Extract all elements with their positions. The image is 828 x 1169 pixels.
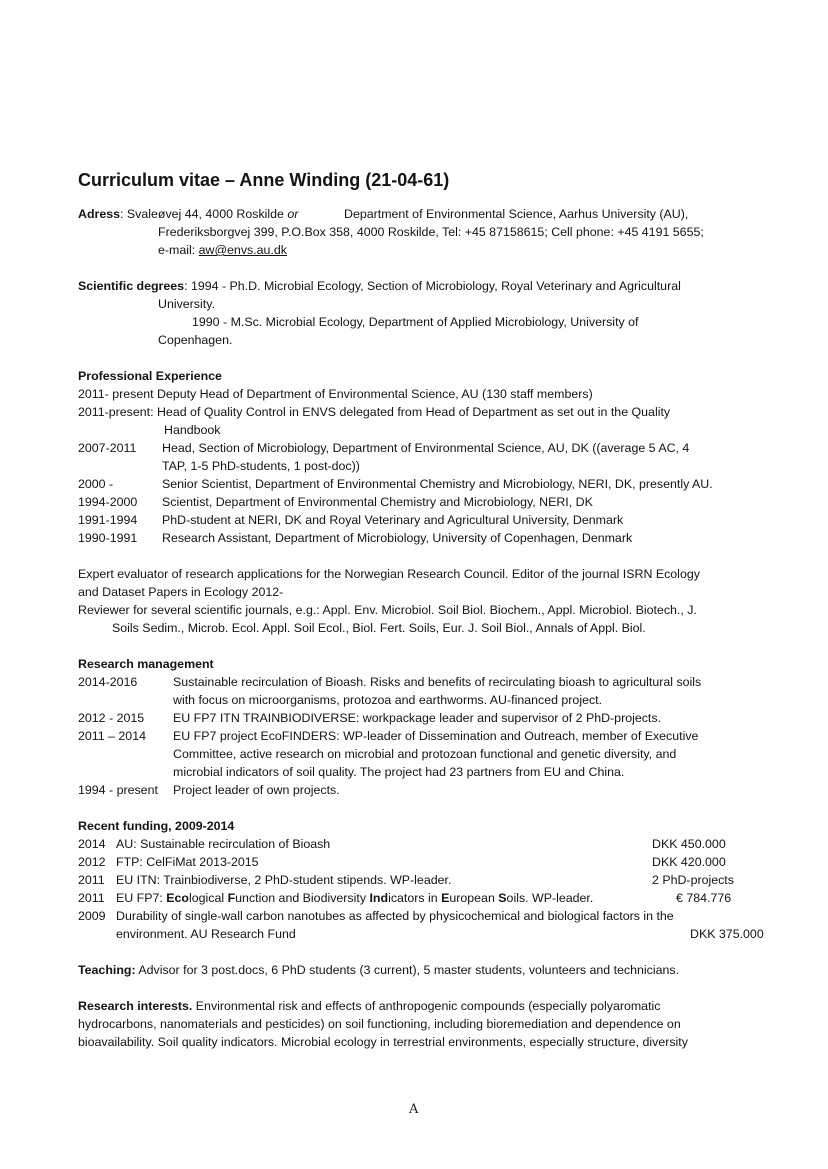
professional-item-cont xyxy=(78,457,778,475)
funding-prefix: EU FP7: xyxy=(116,891,167,905)
funding-year: 2011 xyxy=(78,891,105,905)
interests-label: Research interests. xyxy=(78,999,193,1013)
professional-item xyxy=(78,529,778,547)
management-item xyxy=(78,709,778,727)
address-line-2: Frederiksborgvej 399, P.O.Box 358, 4000 Roskilde, Tel: +45 87158615; Cell phone: +45 4191 5655; xyxy=(158,225,704,239)
funding-item xyxy=(78,871,770,889)
funding-item-cont xyxy=(78,925,770,943)
address-home: : Svaleøvej 44, 4000 Roskilde xyxy=(120,207,288,221)
professional-item xyxy=(78,493,778,511)
management-text: Project leader of own projects. xyxy=(173,783,340,797)
professional-text: Research Assistant, Department of Microbiology, University of Copenhagen, Denmark xyxy=(162,531,633,545)
management-text: Committee, active research on microbial and protozoan functional and genetic diversity, and xyxy=(173,747,677,761)
management-item-cont xyxy=(78,691,778,709)
management-year: 1994 - present xyxy=(78,783,158,797)
management-text: EU FP7 ITN TRAINBIODIVERSE: workpackage leader and supervisor of 2 PhD-projects. xyxy=(173,711,662,725)
management-item xyxy=(78,727,778,745)
degrees-line-3: 1990 - M.Sc. Microbial Ecology, Department of Applied Microbiology, University of xyxy=(192,315,639,329)
funding-year: 2009 xyxy=(78,909,106,923)
degrees-phd: : 1994 - Ph.D. Microbial Ecology, Section of Microbiology, Royal Veterinary and Agricultural xyxy=(184,279,681,293)
funding-item xyxy=(78,889,770,907)
interests-text: Environmental risk and effects of anthropogenic compounds (especially polyaromatic xyxy=(192,999,661,1013)
management-year: 2011 – 2014 xyxy=(78,729,146,743)
management-year: 2012 - 2015 xyxy=(78,711,145,725)
funding-text: Durability of single-wall carbon nanotubes as affected by physicochemical and biological factors in the xyxy=(116,909,674,923)
funding-heading: Recent funding, 2009-2014 xyxy=(78,819,235,833)
funding-amount: 2 PhD-projects xyxy=(652,873,734,887)
address-label: Adress xyxy=(78,207,121,221)
professional-text: Head, Section of Microbiology, Department of Environmental Science, AU, DK ((average 5 AC, 4 xyxy=(162,441,690,455)
professional-item xyxy=(78,511,778,529)
teaching-text: Advisor for 3 post.docs, 6 PhD students (3 current), 5 master students, volunteers and technicians. xyxy=(135,963,680,977)
funding-text-part: S xyxy=(498,891,507,905)
funding-text xyxy=(116,889,593,907)
funding-text-part: logical xyxy=(189,891,228,905)
professional-item xyxy=(78,439,778,457)
degrees-label: Scientific degrees xyxy=(78,279,185,293)
management-year: 2014-2016 xyxy=(78,675,138,689)
degrees-line-4: Copenhagen. xyxy=(158,333,233,347)
funding-text-part: Eco xyxy=(166,891,189,905)
funding-item xyxy=(78,907,770,925)
management-text: with focus on microorganisms, protozoa and earthworms. AU-financed project. xyxy=(173,693,603,707)
degrees-line-1 xyxy=(78,277,681,295)
funding-year: 2014 xyxy=(78,837,106,851)
professional-text: Scientist, Department of Environmental Chemistry and Microbiology, NERI, DK xyxy=(162,495,593,509)
professional-heading: Professional Experience xyxy=(78,369,222,383)
funding-text-part: unction and Biodiversity xyxy=(235,891,370,905)
professional-item-cont xyxy=(78,421,778,439)
email-prefix: e-mail: xyxy=(158,243,199,257)
reviewer-line-1: Reviewer for several scientific journals, e.g.: Appl. Env. Microbiol. Soil Biol. Biochem., Appl. Microbiol. Biotech., J. xyxy=(78,603,697,617)
professional-text: 2011- present Deputy Head of Department of Environmental Science, AU (130 staff members) xyxy=(78,387,593,401)
funding-item xyxy=(78,853,770,871)
address-work: Department of Environmental Science, Aarhus University (AU), xyxy=(344,207,689,221)
professional-item xyxy=(78,403,778,421)
address-email-line xyxy=(158,241,287,259)
funding-acronym-text xyxy=(166,891,593,905)
professional-text: Handbook xyxy=(164,423,221,437)
funding-amount: DKK 450.000 xyxy=(652,837,726,851)
evaluator-line-2: and Dataset Papers in Ecology 2012- xyxy=(78,585,284,599)
professional-text: 2011-present: Head of Quality Control in ENVS delegated from Head of Department as set out in the Quality xyxy=(78,405,671,419)
funding-amount: € 784.776 xyxy=(676,891,732,905)
funding-text-part: icators in xyxy=(388,891,442,905)
professional-year: 1994-2000 xyxy=(78,495,138,509)
professional-year: 1991-1994 xyxy=(78,513,138,527)
reviewer-line-2: Soils Sedim., Microb. Ecol. Appl. Soil Ecol., Biol. Fert. Soils, Eur. J. Soil Biol., Annals of Appl. Biol. xyxy=(112,621,646,635)
address-or: or xyxy=(287,207,299,221)
funding-year: 2012 xyxy=(78,855,106,869)
funding-text: AU: Sustainable recirculation of Bioash xyxy=(116,837,331,851)
address-line-1 xyxy=(78,205,298,223)
funding-amount: DKK 375.000 xyxy=(690,927,764,941)
degrees-line-2: University. xyxy=(158,297,215,311)
management-text: EU FP7 project EcoFINDERS: WP-leader of Dissemination and Outreach, member of Executive xyxy=(173,729,699,743)
management-item-cont xyxy=(78,745,778,763)
funding-amount: DKK 420.000 xyxy=(652,855,726,869)
funding-item xyxy=(78,835,770,853)
interests-line-2: hydrocarbons, nanomaterials and pesticides) on soil functioning, including bioremediation and dependence on xyxy=(78,1017,681,1031)
interests-line-3: bioavailability. Soil quality indicators. Microbial ecology in terrestrial environments, especially structure, diversity xyxy=(78,1035,688,1049)
funding-text-part: Ind xyxy=(369,891,389,905)
page-footer-mark: A xyxy=(409,1102,419,1117)
page-title: Curriculum vitae – Anne Winding (21-04-61) xyxy=(78,170,450,190)
funding-year: 2011 xyxy=(78,873,105,887)
funding-text-part: E xyxy=(441,891,450,905)
funding-text-part: F xyxy=(227,891,236,905)
evaluator-line-1: Expert evaluator of research applications for the Norwegian Research Council. Editor of the journal ISRN Ecology xyxy=(78,567,700,581)
professional-item xyxy=(78,385,778,403)
research-management-heading: Research management xyxy=(78,657,214,671)
management-item xyxy=(78,781,778,799)
professional-item xyxy=(78,475,778,493)
professional-year: 2007-2011 xyxy=(78,441,137,455)
management-item xyxy=(78,673,778,691)
funding-text-part: uropean xyxy=(449,891,499,905)
funding-text: environment. AU Research Fund xyxy=(116,927,296,941)
funding-text: EU ITN: Trainbiodiverse, 2 PhD-student stipends. WP-leader. xyxy=(116,873,452,887)
professional-year: 1990-1991 xyxy=(78,531,138,545)
funding-text-part: oils. WP-leader. xyxy=(506,891,594,905)
interests-line-1 xyxy=(78,997,660,1015)
email-link[interactable]: aw@envs.au.dk xyxy=(198,243,287,257)
professional-text: Senior Scientist, Department of Environmental Chemistry and Microbiology, NERI, DK, presently AU. xyxy=(162,477,713,491)
professional-text: PhD-student at NERI, DK and Royal Veterinary and Agricultural University, Denmark xyxy=(162,513,624,527)
professional-year: 2000 - xyxy=(78,477,114,491)
professional-text: TAP, 1-5 PhD-students, 1 post-doc)) xyxy=(162,459,360,473)
teaching xyxy=(78,961,679,979)
teaching-label: Teaching: xyxy=(78,963,136,977)
funding-text: FTP: CelFiMat 2013-2015 xyxy=(116,855,259,869)
management-item-cont xyxy=(78,763,778,781)
management-text: microbial indicators of soil quality. The project had 23 partners from EU and China. xyxy=(173,765,625,779)
management-text: Sustainable recirculation of Bioash. Risks and benefits of recirculating bioash to agricultural soils xyxy=(173,675,702,689)
